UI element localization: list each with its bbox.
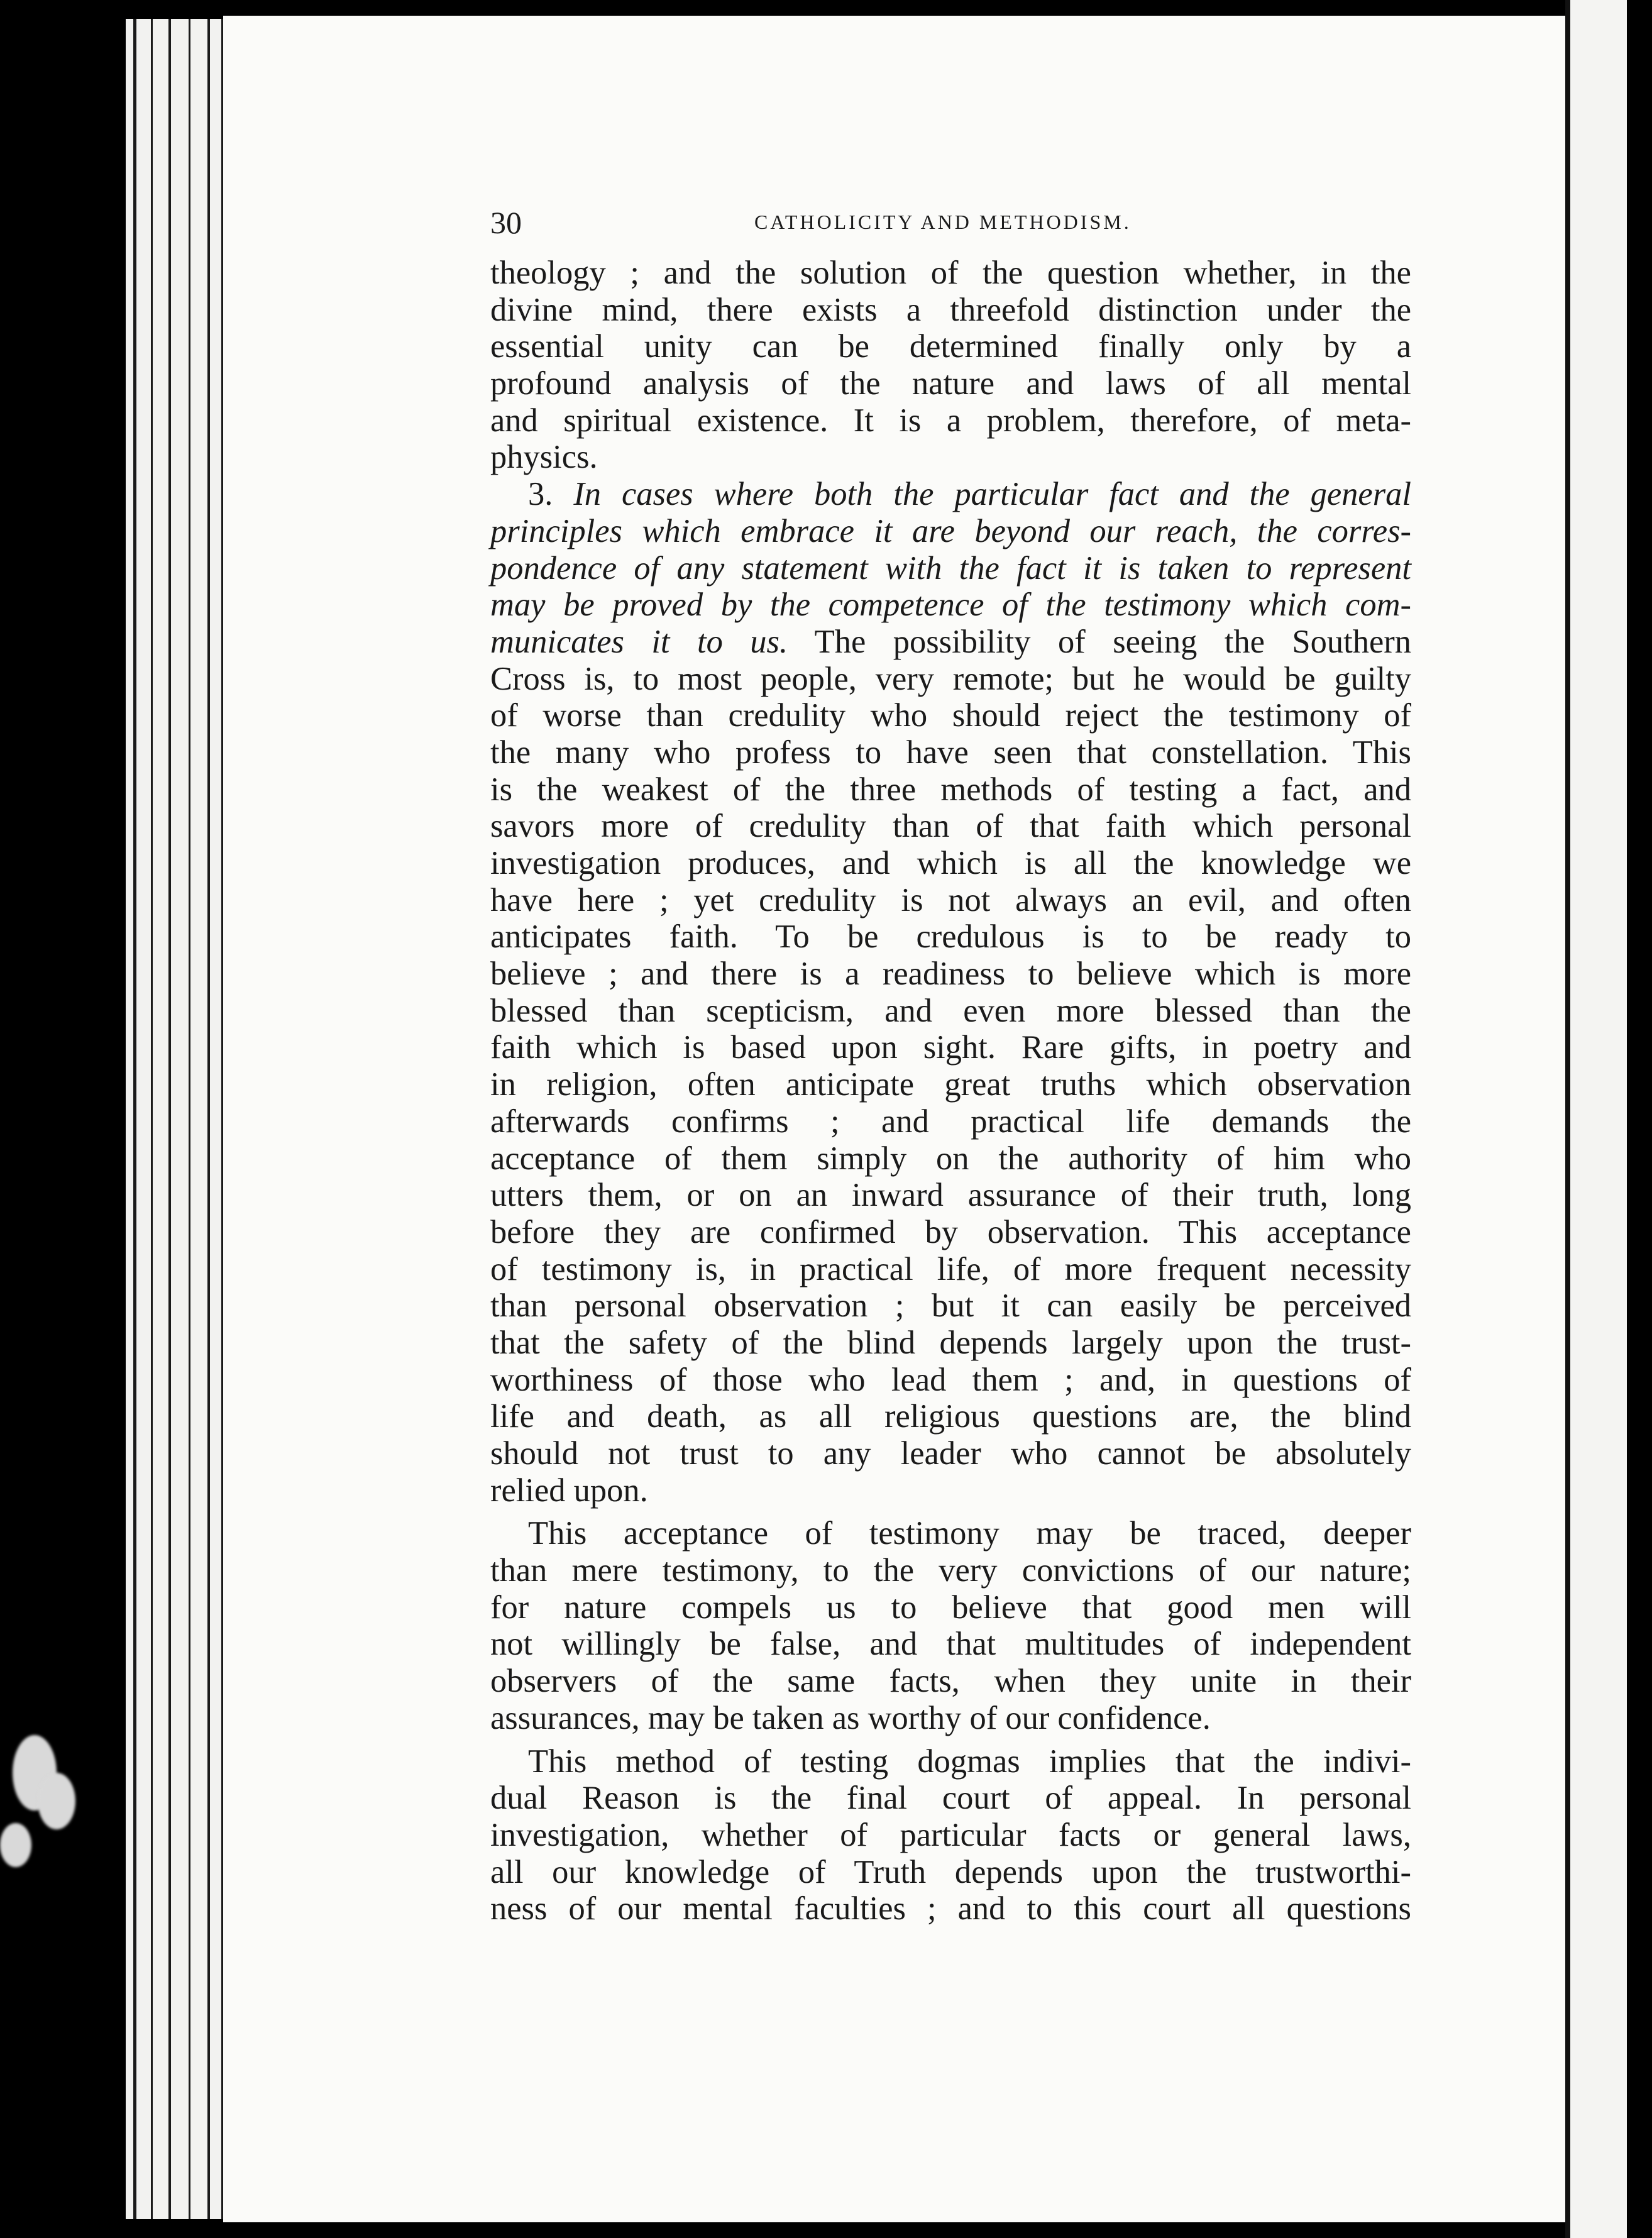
text-line: essential unity can be determined finally only by a bbox=[490, 328, 1411, 365]
body-text bbox=[490, 255, 1411, 1927]
paragraph-gap bbox=[490, 1509, 1411, 1515]
adjacent-page-strip bbox=[1570, 0, 1627, 2238]
text-line: have here ; yet credulity is not always an evil, and often bbox=[490, 881, 1411, 918]
paragraph bbox=[490, 1515, 1411, 1736]
page-edge-line bbox=[151, 19, 153, 2219]
text-line: than personal observation ; but it can easily be perceived bbox=[490, 1287, 1411, 1325]
text-line: pondence of any statement with the fact it is taken to represent bbox=[490, 549, 1411, 587]
text-line: afterwards confirms ; and practical life demands the bbox=[490, 1103, 1411, 1140]
scan-blot bbox=[38, 1773, 75, 1829]
text-line: theology ; and the solution of the question whether, in the bbox=[490, 255, 1411, 291]
running-head: CATHOLICITY AND METHODISM. bbox=[754, 211, 1132, 233]
page-edge-line bbox=[168, 19, 171, 2219]
page-edge-line bbox=[189, 19, 190, 2219]
text-line: physics. bbox=[490, 439, 598, 476]
text-line: should not trust to any leader who cannot be absolutely bbox=[490, 1435, 1411, 1472]
text-line: faith which is based upon sight. Rare gifts, in poetry and bbox=[490, 1029, 1411, 1066]
text-line: investigation produces, and which is all the knowledge we bbox=[490, 845, 1411, 881]
text-line: believe ; and there is a readiness to believe which is more bbox=[490, 956, 1411, 993]
text-line: divine mind, there exists a threefold distinction under the bbox=[490, 291, 1411, 328]
text-line: life and death, as all religious questions are, the blind bbox=[490, 1398, 1411, 1435]
page-number: 30 bbox=[490, 205, 522, 240]
text-line: investigation, whether of particular facts or general laws, bbox=[490, 1816, 1411, 1853]
text-line: blessed than scepticism, and even more blessed than the bbox=[490, 992, 1411, 1029]
paragraph-gap bbox=[490, 1737, 1411, 1743]
text-line: anticipates faith. To be credulous is to be ready to bbox=[490, 918, 1411, 956]
text-line: may be proved by the competence of the testimony which com- bbox=[490, 587, 1411, 624]
text-line: before they are confirmed by observation. This acceptance bbox=[490, 1213, 1411, 1250]
italic-text: municates it to us. bbox=[490, 623, 788, 660]
text-line bbox=[490, 624, 1411, 661]
text-line: profound analysis of the nature and laws of all mental bbox=[490, 365, 1411, 402]
text-line: utters them, or on an inward assurance of their truth, long bbox=[490, 1177, 1411, 1214]
text-line: Cross is, to most people, very remote; but he would be guilty bbox=[490, 660, 1411, 697]
page-header bbox=[490, 204, 1383, 242]
paragraph bbox=[490, 1743, 1411, 1927]
text-line: This acceptance of testimony may be traced, deeper bbox=[528, 1515, 1411, 1552]
section-number: 3. bbox=[528, 476, 553, 513]
text-line: than mere testimony, to the very convictions of our nature; bbox=[490, 1552, 1411, 1589]
page-edges bbox=[126, 19, 226, 2219]
paragraph bbox=[490, 255, 1411, 476]
text-line: observers of the same facts, when they unite in their bbox=[490, 1663, 1411, 1700]
text-line: all our knowledge of Truth depends upon the trustworthi- bbox=[490, 1853, 1411, 1890]
text-line: ness of our mental faculties ; and to this court all questions bbox=[490, 1890, 1411, 1927]
text-line: assurances, may be taken as worthy of our confidence. bbox=[490, 1699, 1211, 1736]
text-line: This method of testing dogmas implies that the indivi- bbox=[528, 1743, 1411, 1780]
text-line: the many who profess to have seen that constellation. This bbox=[490, 734, 1411, 771]
text-line: that the safety of the blind depends largely upon the trust- bbox=[490, 1324, 1411, 1361]
text-line: relied upon. bbox=[490, 1472, 648, 1509]
page-edge-line bbox=[133, 19, 136, 2219]
text-line: worthiness of those who lead them ; and, in questions of bbox=[490, 1361, 1411, 1398]
page-edge-line bbox=[207, 19, 210, 2219]
text-line: of worse than credulity who should reject the testimony of bbox=[490, 697, 1411, 734]
text-line: dual Reason is the final court of appeal. In personal bbox=[490, 1780, 1411, 1817]
text-line: is the weakest of the three methods of testing a fact, and bbox=[490, 771, 1411, 808]
text-line: not willingly be false, and that multitudes of independent bbox=[490, 1626, 1411, 1663]
text-line: principles which embrace it are beyond our reach, the corres- bbox=[490, 512, 1411, 549]
text-line: and spiritual existence. It is a problem, therefore, of meta- bbox=[490, 402, 1411, 439]
text-line: in religion, often anticipate great truths which observation bbox=[490, 1066, 1411, 1103]
text-line: of testimony is, in practical life, of more frequent necessity bbox=[490, 1250, 1411, 1287]
text-line: for nature compels us to believe that good men will bbox=[490, 1589, 1411, 1626]
text-line bbox=[490, 476, 1411, 513]
text-line: savors more of credulity than of that faith which personal bbox=[490, 808, 1411, 845]
text-line: acceptance of them simply on the authority of him who bbox=[490, 1140, 1411, 1177]
scan-blot bbox=[0, 1823, 31, 1867]
page-fold-shadow bbox=[1565, 0, 1570, 2238]
italic-text: In cases where both the particular fact and the general bbox=[573, 476, 1412, 513]
paragraph bbox=[490, 476, 1411, 1509]
roman-text: The possibility of seeing the Southern bbox=[788, 623, 1412, 660]
